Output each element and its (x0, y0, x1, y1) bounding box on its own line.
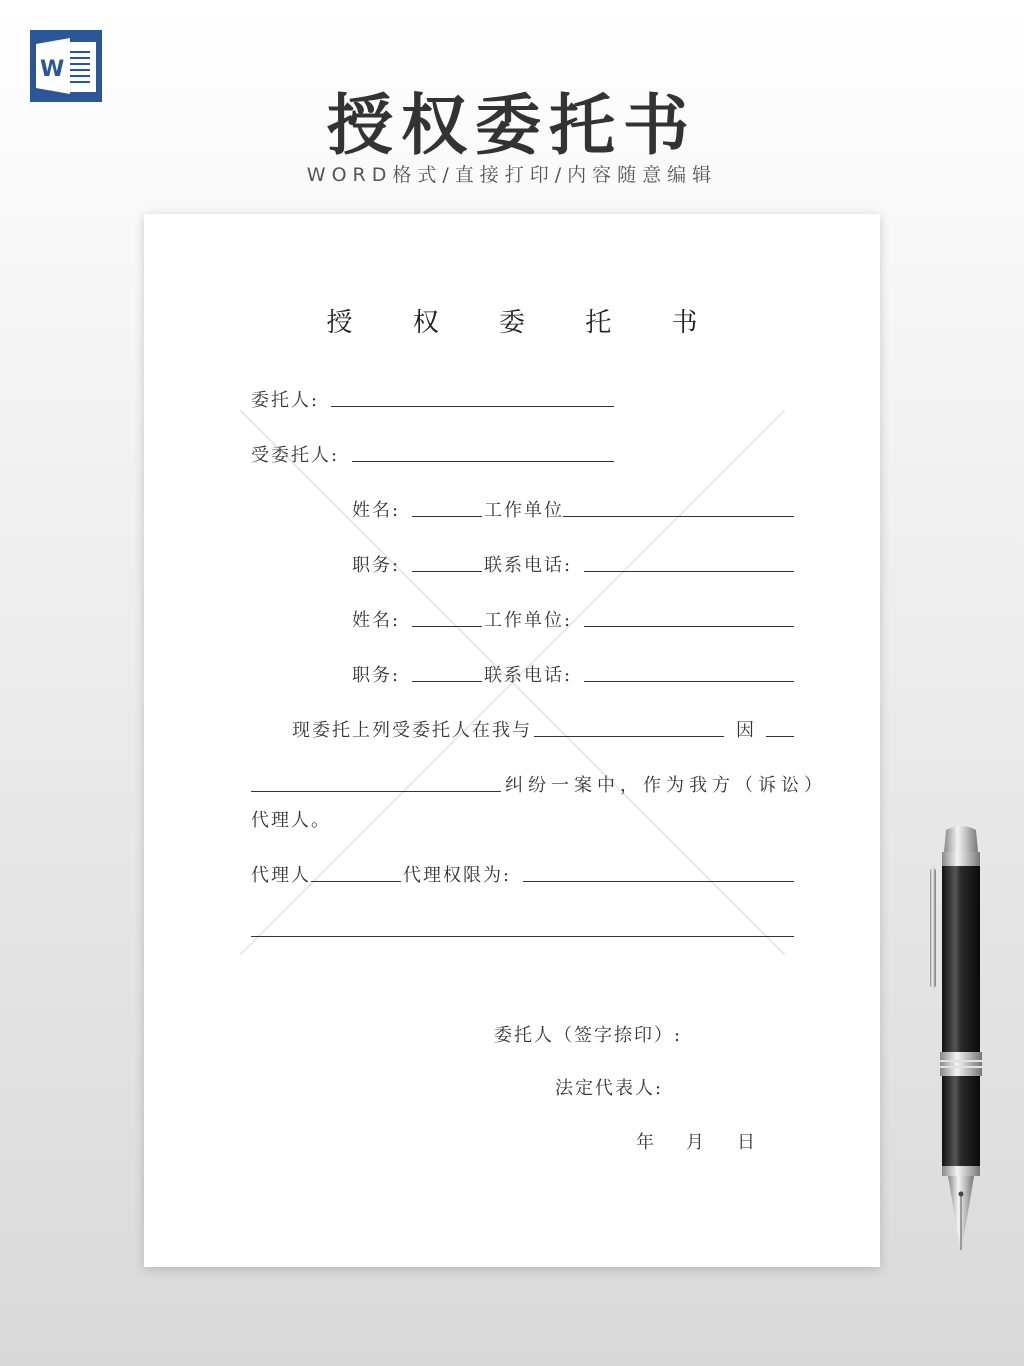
unit-label-1: 工作单位 (484, 500, 564, 521)
name-field-1[interactable] (412, 516, 482, 517)
position-label-2: 职务: (352, 665, 401, 686)
body-line-1: 现委托上列受委托人在我与 (292, 720, 532, 741)
phone-field-2[interactable] (584, 681, 794, 682)
word-logo-letter: W (40, 57, 65, 82)
trustee-label: 受委托人: (251, 445, 340, 466)
truster-label: 委托人: (251, 390, 320, 411)
legal-rep-label: 法定代表人: (555, 1078, 664, 1099)
unit-label-2: 工作单位: (484, 610, 573, 631)
position-field-1[interactable] (412, 571, 482, 572)
agent-scope-field-2[interactable] (251, 936, 794, 937)
unit-field-1[interactable] (563, 516, 794, 517)
body-yin: 因 (736, 720, 756, 741)
phone-field-1[interactable] (584, 571, 794, 572)
document-title: 授 权 委 托 书 (326, 308, 724, 338)
agent-scope-label: 代理权限为: (403, 865, 512, 886)
agent-field[interactable] (311, 881, 401, 882)
sign-label: 委托人（签字捺印）: (494, 1025, 683, 1046)
name-label-2: 姓名: (352, 610, 401, 631)
name-label-1: 姓名: (352, 500, 401, 521)
opponent-field[interactable] (534, 736, 724, 737)
truster-field[interactable] (331, 406, 614, 407)
date-day: 日 (737, 1132, 757, 1153)
unit-field-2[interactable] (584, 626, 794, 627)
position-field-2[interactable] (412, 681, 482, 682)
banner-title: 授权委托书 (327, 87, 697, 164)
date-year: 年 (636, 1132, 656, 1153)
trustee-field[interactable] (352, 461, 614, 462)
phone-label-1: 联系电话: (484, 555, 573, 576)
agent-scope-field[interactable] (523, 881, 794, 882)
agent-label: 代理人 (251, 865, 311, 886)
cause-field[interactable] (251, 791, 501, 792)
date-month: 月 (686, 1132, 706, 1153)
body-line-3: 代理人。 (251, 810, 331, 831)
phone-label-2: 联系电话: (484, 665, 573, 686)
name-field-2[interactable] (412, 626, 482, 627)
cause-field-start[interactable] (766, 736, 794, 737)
fountain-pen-icon (918, 822, 990, 1262)
body-line-2: 纠纷一案中，作为我方（诉讼） (505, 775, 827, 796)
banner-subtitle: WORD格式/直接打印/内容随意编辑 (306, 164, 718, 186)
position-label-1: 职务: (352, 555, 401, 576)
